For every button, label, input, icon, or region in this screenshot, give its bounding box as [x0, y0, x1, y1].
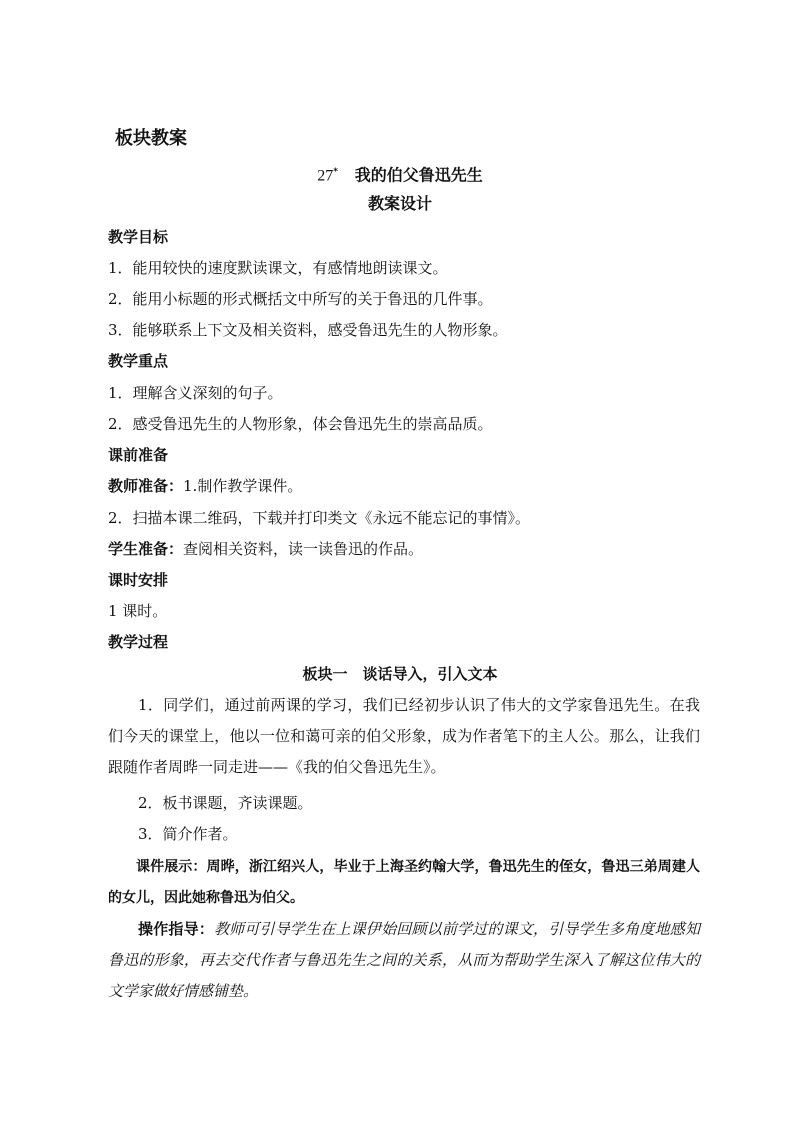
courseware-block: [108, 852, 700, 914]
focus-item-1: 1．理解含义深刻的句子。: [108, 384, 283, 402]
goals-heading: 教学目标: [108, 228, 169, 246]
lesson-mark: *: [333, 167, 338, 177]
teacher-prep-label: 教师准备：: [108, 477, 184, 495]
goal-item-2: 2．能用小标题的形式概括文中所写的关于鲁迅的几件事。: [108, 290, 493, 308]
prep-heading: 课前准备: [108, 446, 169, 464]
lesson-number: 27: [317, 167, 334, 185]
process-heading: 教学过程: [108, 633, 169, 651]
guide-block: [108, 914, 700, 1007]
focus-item-2: 2．感受鲁迅先生的人物形象，体会鲁迅先生的崇高品质。: [108, 415, 493, 433]
goal-item-1: 1．能用较快的速度默读课文，有感情地朗读课文。: [108, 259, 448, 277]
schedule-heading: 课时安排: [108, 571, 169, 589]
courseware-text: 周晔，浙江绍兴人，毕业于上海圣约翰大学，鲁迅先生的侄女，鲁迅三弟周建人的女儿，因此她称鲁迅为伯父。: [108, 859, 701, 906]
block-title: 板块一 谈话导入，引入文本: [302, 665, 498, 683]
focus-heading: 教学重点: [108, 352, 169, 370]
teacher-prep-text: 1.制作教学课件。: [183, 477, 303, 495]
lesson-title: 我的伯父鲁迅先生: [354, 165, 483, 185]
guide-label: 操作指导：: [138, 920, 214, 938]
process-paragraph-2: 2．板书课题，齐读课题。: [138, 794, 313, 812]
lesson-heading: [0, 162, 800, 186]
teacher-prep: [108, 476, 302, 496]
courseware-label: 课件展示：: [136, 859, 207, 875]
student-prep: [108, 539, 423, 559]
student-prep-text: 查阅相关资料，读一读鲁迅的作品。: [183, 540, 424, 558]
student-prep-label: 学生准备：: [108, 540, 184, 558]
process-paragraph-1: 1．同学们，通过前两课的学习，我们已经初步认识了伟大的文学家鲁迅先生。在我们今天的课堂上，他以一位和蔼可亲的伯父形象，成为作者笔下的主人公。那么，让我们跟随作者周晔一同走进——《我的伯父鲁迅先生》。: [108, 696, 700, 776]
schedule-text: 1 课时。: [108, 602, 168, 620]
teacher-prep-item-2: 2．扫描本课二维码，下载并打印类文《永远不能忘记的事情》。: [108, 509, 531, 527]
guide-text: 教师可引导学生在上课伊始回顾以前学过的课文，引导学生多角度地感知鲁迅的形象，再去交代作者与鲁迅先生之间的关系，从而为帮助学生深入了解这位伟大的文学家做好情感铺垫。: [108, 920, 700, 1000]
process-paragraph-3: 3．简介作者。: [138, 825, 238, 843]
design-title: 教案设计: [367, 194, 432, 213]
section-label: 板块教案: [115, 128, 187, 149]
goal-item-3: 3．能够联系上下文及相关资料，感受鲁迅先生的人物形象。: [108, 321, 508, 339]
